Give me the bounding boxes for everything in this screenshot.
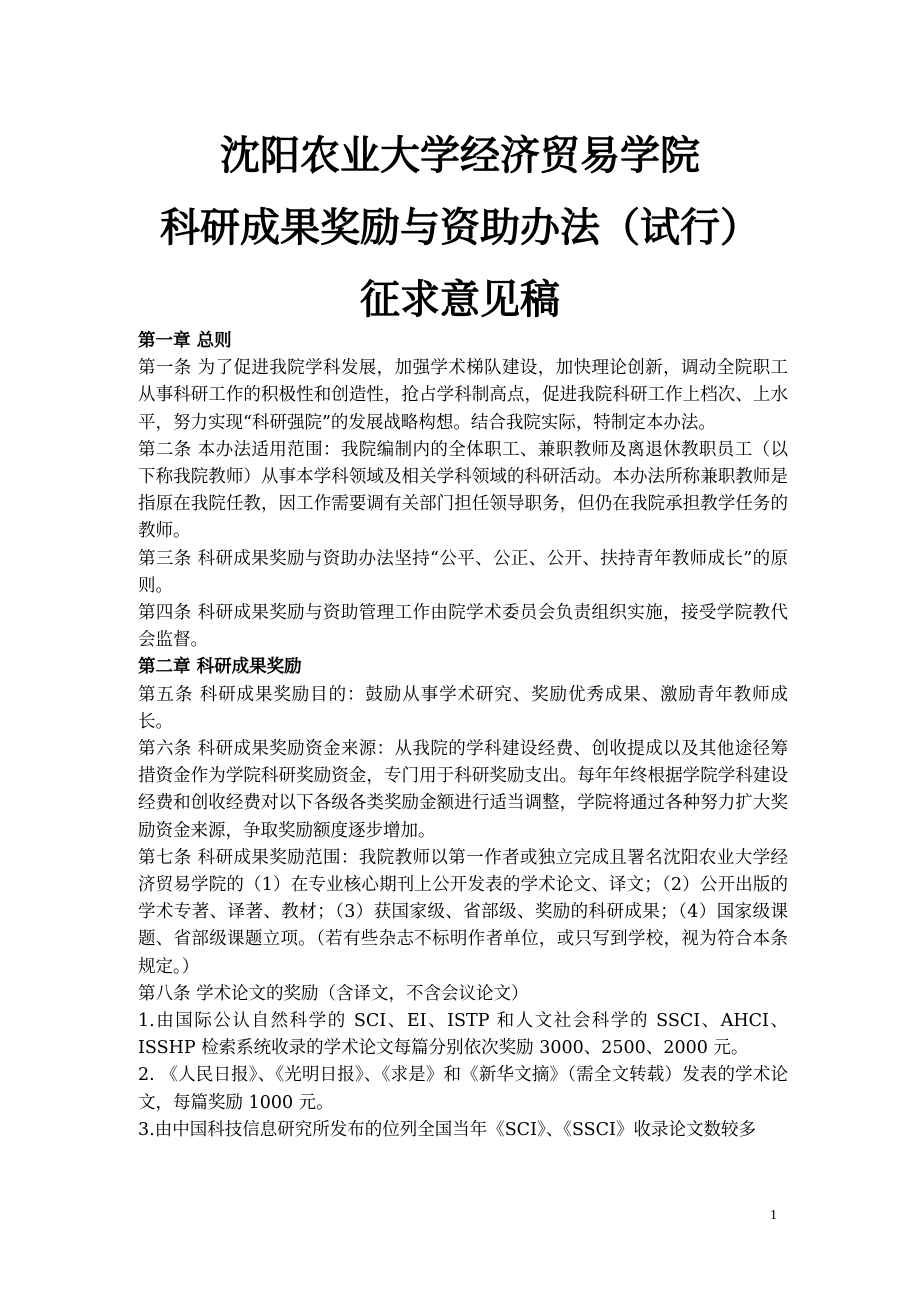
page-number: 1 — [770, 1208, 777, 1223]
chapter-heading: 第一章 总则 — [138, 331, 232, 351]
chapter-heading: 第二章 科研成果奖励 — [138, 657, 302, 678]
article-paragraph: 第一条 为了促进我院学科发展，加强学术梯队建设，加快理论创新，调动全院职工从事科研工作的积极性和创造性，抢占学科制高点，促进我院科研工作上档次、上水平，努力实现“科研强院”的发展战略构想。结合我院实际，特制定本办法。 — [138, 358, 788, 433]
list-item: 3.由中国科技信息研究所发布的位列全国当年《SCI》、《SSCI》收录论文数较多 — [138, 1119, 756, 1140]
list-item: 2. 《人民日报》、《光明日报》、《求是》和《新华文摘》（需全文转载）发表的学术论文，每篇奖励 1000 元。 — [138, 1065, 788, 1113]
list-item: 1.由国际公认自然科学的 SCI、EI、ISTP 和人文社会科学的 SSCI、AHCI、ISSHP 检索系统收录的学术论文每篇分别依次奖励 3000、2500、2000 元。 — [138, 1011, 788, 1059]
title-line-3: 征求意见稿 — [360, 277, 560, 323]
title-line-2: 科研成果奖励与资助办法（试行） — [160, 205, 760, 251]
title-line-1: 沈阳农业大学经济贸易学院 — [220, 133, 700, 179]
article-paragraph: 第八条 学术论文的奖励（含译文，不含会议论文） — [138, 983, 529, 1004]
article-paragraph: 第六条 科研成果奖励资金来源：从我院的学科建设经费、创收提成以及其他途径筹措资金作为学院科研奖励资金，专门用于科研奖励支出。每年年终根据学院学科建设经费和创收经费对以下各级各类奖励金额进行适当调整，学院将通过各种努力扩大奖励资金来源，争取奖励额度逐步增加。 — [138, 739, 788, 841]
article-paragraph: 第四条 科研成果奖励与资助管理工作由院学术委员会负责组织实施，接受学院教代会监督。 — [138, 603, 788, 651]
document-title — [0, 120, 920, 336]
document-body — [138, 328, 788, 1144]
article-paragraph: 第五条 科研成果奖励目的：鼓励从事学术研究、奖励优秀成果、激励青年教师成长。 — [138, 684, 788, 732]
article-paragraph: 第三条 科研成果奖励与资助办法坚持“公平、公正、公开、扶持青年教师成长”的原则。 — [138, 548, 788, 596]
article-paragraph: 第二条 本办法适用范围：我院编制内的全体职工、兼职教师及离退休教职员工（以下称我院教师）从事本学科领域及相关学科领域的科研活动。本办法所称兼职教师是指原在我院任教，因工作需要调有关部门担任领导职务，但仍在我院承担教学任务的教师。 — [138, 439, 788, 542]
article-paragraph: 第七条 科研成果奖励范围：我院教师以第一作者或独立完成且署名沈阳农业大学经济贸易学院的（1）在专业核心期刊上公开发表的学术论文、译文；（2）公开出版的学术专著、译著、教材；（3）获国家级、省部级、奖励的科研成果；（4）国家级课题、省部级课题立项。（若有些杂志不标明作者单位，或只写到学校，视为符合本条规定。） — [138, 847, 788, 977]
